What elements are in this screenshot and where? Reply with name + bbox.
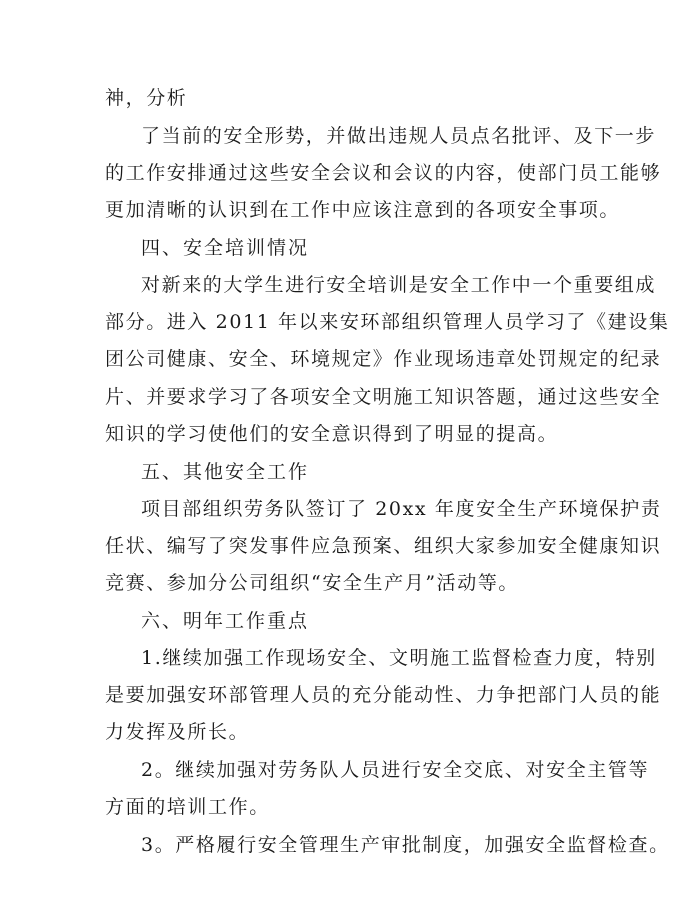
section-heading-safety-training: 四、安全培训情况 — [141, 237, 310, 259]
text-line-continuation: 神，分析 — [105, 87, 188, 109]
paragraph-line: 竞赛、参加分公司组织“安全生产月”活动等。 — [105, 572, 520, 594]
paragraph-line: 了当前的安全形势，并做出违规人员点名批评、及下一步 — [141, 125, 657, 147]
list-item-line: 是要加强安环部管理人员的充分能动性、力争把部门人员的能 — [105, 684, 662, 706]
paragraph-line: 知识的学习使他们的安全意识得到了明显的提高。 — [105, 423, 559, 445]
paragraph-line: 片、并要求学习了各项安全文明施工知识答题，通过这些安全 — [105, 386, 662, 408]
paragraph-line: 更加清晰的认识到在工作中应该注意到的各项安全事项。 — [105, 199, 621, 221]
paragraph-line: 团公司健康、安全、环境规定》作业现场违章处罚规定的纪录 — [105, 348, 662, 370]
section-heading-next-year-focus: 六、明年工作重点 — [141, 610, 310, 632]
list-item-line: 1.继续加强工作现场安全、文明施工监督检查力度，特别 — [141, 647, 657, 669]
section-heading-other-safety-work: 五、其他安全工作 — [141, 461, 310, 483]
list-item-line: 方面的培训工作。 — [105, 796, 270, 818]
paragraph-line: 对新来的大学生进行安全培训是安全工作中一个重要组成 — [141, 274, 657, 296]
paragraph-line: 任状、编写了突发事件应急预案、组织大家参加安全健康知识 — [105, 535, 662, 557]
paragraph-line: 项目部组织劳务队签订了 20xx 年度安全生产环境保护责 — [141, 498, 662, 520]
list-item-line: 2。继续加强对劳务队人员进行安全交底、对安全主管等 — [141, 759, 650, 781]
list-item-line: 3。严格履行安全管理生产审批制度，加强安全监督检查。 — [141, 834, 670, 856]
paragraph-line: 部分。进入 2011 年以来安环部组织管理人员学习了《建设集 — [105, 311, 670, 333]
list-item-line: 力发挥及所长。 — [105, 721, 250, 743]
paragraph-line: 的工作安排通过这些安全会议和会议的内容，使部门员工能够 — [105, 162, 662, 184]
